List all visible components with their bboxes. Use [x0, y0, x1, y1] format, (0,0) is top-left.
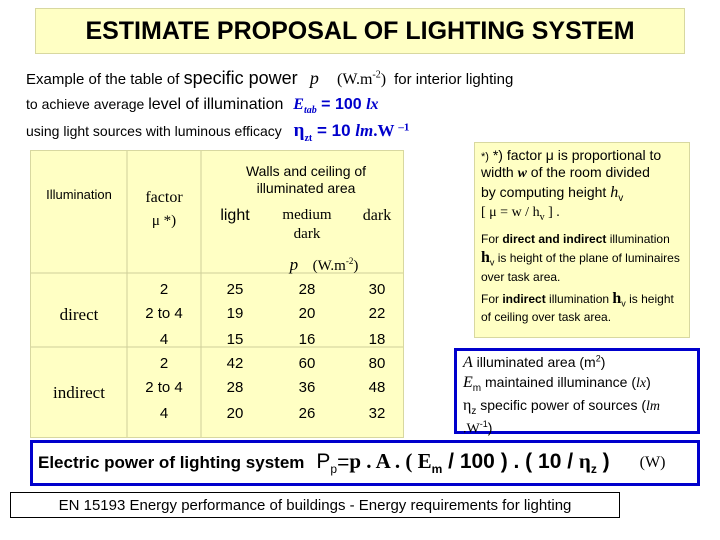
note-line-4: [ $\mu = w / h_v$ ] .	[481, 204, 560, 223]
table-cell-medium: 26	[298, 405, 316, 422]
intro-level: level of illumination	[148, 96, 284, 113]
table-cell-medium: 16	[298, 331, 316, 348]
intro-text-end: for interior lighting	[394, 71, 514, 88]
header-illumination: Illumination	[46, 187, 112, 202]
legend-illuminance: $E_m$ maintained illuminance (lx)	[463, 374, 651, 395]
table-cell-dark: 80	[368, 355, 386, 372]
intro-eta-unit-exp: –1	[398, 121, 410, 134]
note-para-1: For direct and indirect illumination $h_v$ is height of the plane of luminaires over task area.	[481, 231, 680, 284]
table-cell-dark: 18	[368, 331, 386, 348]
note-line-1: *) *) factor μ is proportional to	[481, 147, 662, 163]
note-line-3: by computing height $h_v$	[481, 183, 624, 204]
table-cell-factor: 4	[159, 331, 169, 348]
note-para-2: For indirect illumination $h_v$ is height of ceiling over task area.	[481, 289, 674, 324]
formula-equals: =	[337, 451, 350, 474]
table-cell-factor: 2	[159, 281, 169, 298]
table-cell-factor: 2	[159, 355, 169, 372]
formula-label: Electric power of lighting system	[38, 453, 305, 472]
intro-unit-close: )	[380, 71, 387, 88]
table-cell-light: 19	[226, 305, 244, 322]
table-cell-factor: 2 to 4	[145, 379, 183, 396]
table-cell-medium: 28	[298, 281, 316, 298]
table-cell-light: 15	[226, 331, 244, 348]
intro-line-3	[26, 120, 409, 144]
intro-p-symbol: p	[309, 68, 319, 88]
table-cell-dark: 32	[368, 405, 386, 422]
table-cell-factor: 4	[159, 405, 169, 422]
note-line-2: width w of the room divided	[481, 164, 650, 182]
table-cell-light: 20	[226, 405, 244, 422]
header-dark: dark	[362, 207, 392, 224]
table-cell-medium: 60	[298, 355, 316, 372]
table-cell-medium: 20	[298, 305, 316, 322]
page-title: ESTIMATE PROPOSAL OF LIGHTING SYSTEM	[85, 16, 635, 45]
table-cell-factor: 2 to 4	[145, 305, 183, 322]
legend-efficacy: $\eta_z$ specific power of sources (lm $.W^{-1}$)	[463, 397, 660, 437]
group-direct: direct	[59, 305, 99, 324]
formula-pp: $P_p$	[316, 449, 338, 477]
table-cell-light: 42	[226, 355, 244, 372]
intro-eta-zt: $\eta_{zt}$	[293, 120, 313, 144]
intro-etab-value: = 100	[316, 96, 367, 113]
footer-text: EN 15193 Energy performance of buildings - Energy requirements for lighting	[58, 496, 572, 514]
intro-specific-power: specific power	[183, 68, 298, 88]
intro-text: to achieve average	[26, 96, 145, 112]
title-banner	[35, 8, 685, 54]
note-box	[474, 142, 690, 338]
table-cell-light: 28	[226, 379, 244, 396]
header-medium-dark: medium dark	[282, 207, 332, 242]
header-light: light	[220, 207, 250, 224]
intro-etab: $E_{tab}$	[293, 96, 317, 117]
specific-power-table	[30, 150, 404, 438]
intro-line-1	[26, 68, 513, 89]
table-cell-dark: 22	[368, 305, 386, 322]
table-cell-dark: 48	[368, 379, 386, 396]
legend-box	[454, 348, 700, 437]
intro-line-2	[26, 96, 379, 116]
header-p-unit: p $(W.m^{-2})$	[289, 255, 359, 274]
legend-area: A illuminated area $(m^2)$	[463, 353, 606, 371]
intro-eta-value: = 10	[312, 121, 356, 140]
header-mu: μ *)	[151, 213, 177, 229]
formula-unit: (W)	[639, 454, 666, 471]
header-walls-ceiling: Walls and ceiling of illuminated area	[245, 163, 367, 196]
footer-standard-reference	[10, 492, 620, 518]
table-cell-medium: 36	[298, 379, 316, 396]
intro-etab-unit: lx	[366, 96, 379, 113]
table-cell-light: 25	[226, 281, 244, 298]
intro-unit-exp: -2	[372, 69, 381, 81]
group-indirect: indirect	[53, 383, 105, 402]
intro-text: using light sources with luminous efficacy	[26, 123, 282, 139]
header-factor: factor	[145, 189, 183, 206]
intro-text: Example of the table of	[26, 71, 180, 88]
intro-eta-unit: lm	[355, 121, 374, 140]
formula-expression: p . A . ( $E_m / 100$ ) . ( $10 / \eta_z$ )	[349, 449, 610, 477]
formula-box	[30, 440, 700, 486]
intro-eta-unit-w: .W	[373, 121, 399, 140]
intro-unit: (W.m	[337, 71, 373, 88]
table-cell-dark: 30	[368, 281, 386, 298]
